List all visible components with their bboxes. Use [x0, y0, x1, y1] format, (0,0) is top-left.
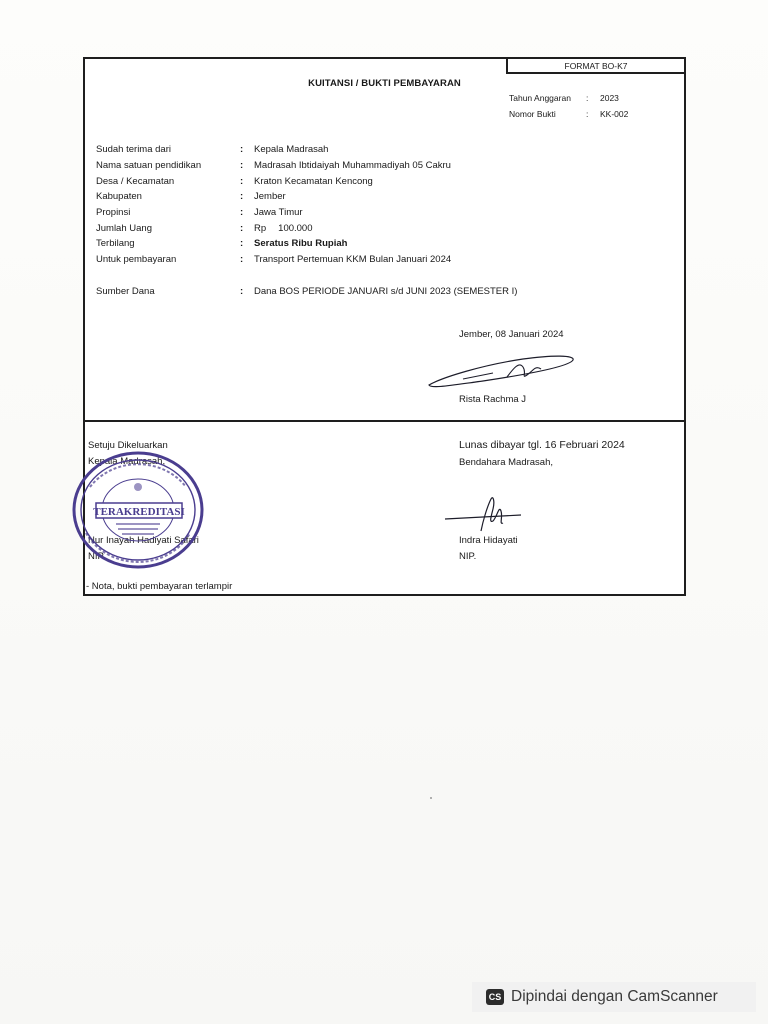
camscanner-watermark: [472, 982, 756, 1012]
receiver-signature: [423, 347, 583, 395]
field-row-source: Sumber Dana : Dana BOS PERIODE JANUARI s/d JUNI 2023 (SEMESTER I): [96, 285, 518, 297]
field-row: Nama satuan pendidikan : Madrasah Ibtidaiyah Muhammadiyah 05 Cakru: [96, 160, 451, 172]
approval-label: Setuju Dikeluarkan: [88, 440, 168, 451]
amount-value: 100.000: [278, 222, 313, 234]
field-value: Jember: [254, 191, 286, 203]
field-row: Propinsi : Jawa Timur: [96, 207, 303, 219]
field-label: Desa / Kecamatan: [96, 175, 175, 187]
principal-nip: NIP.: [88, 551, 106, 562]
proof-number-label: Nomor Bukti: [509, 109, 556, 119]
field-row: Sudah terima dari : Kepala Madrasah: [96, 144, 329, 156]
camscanner-logo-icon: CS: [486, 989, 504, 1005]
stamp-center-text: TERAKREDITASI: [93, 506, 185, 518]
treasurer-signature: [443, 491, 533, 539]
field-row-amount: Jumlah Uang : Rp 100.000: [96, 222, 313, 234]
format-code-box: [506, 57, 686, 74]
proof-number-value: KK-002: [600, 109, 629, 119]
receiver-place-date: Jember, 08 Januari 2024: [459, 329, 564, 340]
principal-name: Nur Inayah Hadiyati Safari: [88, 535, 199, 546]
field-value: Jawa Timur: [254, 207, 303, 219]
field-row: Terbilang : Seratus Ribu Rupiah: [96, 238, 348, 250]
field-label: Kabupaten: [96, 191, 142, 203]
field-value: Madrasah Ibtidaiyah Muhammadiyah 05 Cakru: [254, 160, 451, 172]
madrasah-stamp: [70, 449, 206, 571]
attachment-note: - Nota, bukti pembayaran terlampir: [86, 581, 233, 592]
paid-date: Lunas dibayar tgl. 16 Februari 2024: [459, 439, 625, 451]
field-label: Terbilang: [96, 238, 135, 250]
field-label: Nama satuan pendidikan: [96, 160, 202, 172]
treasurer-role: Bendahara Madrasah,: [459, 457, 554, 468]
treasurer-name: Indra Hidayati: [459, 535, 518, 546]
field-label: Sumber Dana: [96, 285, 155, 297]
field-row: Desa / Kecamatan : Kraton Kecamatan Kencong: [96, 175, 373, 187]
amount-in-words: Seratus Ribu Rupiah: [254, 238, 348, 250]
treasurer-nip: NIP.: [459, 551, 477, 562]
field-value: Kepala Madrasah: [254, 144, 329, 156]
field-row: Kabupaten : Jember: [96, 191, 286, 203]
field-row: Untuk pembayaran : Transport Pertemuan KKM Bulan Januari 2024: [96, 254, 452, 266]
camscanner-text: Dipindai dengan CamScanner: [511, 988, 718, 1005]
section-divider: [85, 420, 684, 422]
currency-label: Rp: [254, 222, 267, 234]
field-label: Untuk pembayaran: [96, 254, 177, 266]
receipt-fields: [96, 142, 517, 299]
budget-year-label: Tahun Anggaran: [509, 93, 571, 103]
field-value: Dana BOS PERIODE JANUARI s/d JUNI 2023 (SEMESTER I): [254, 285, 518, 297]
field-label: Sudah terima dari: [96, 144, 171, 156]
budget-year-row: Tahun Anggaran : 2023: [509, 93, 619, 103]
receiver-name: Rista Rachma J: [459, 394, 527, 405]
principal-role: Kepala Madrasah,: [88, 456, 166, 467]
field-label: Jumlah Uang: [96, 222, 152, 234]
format-code: FORMAT BO-K7: [564, 60, 628, 71]
scan-speck: [430, 797, 432, 799]
field-label: Propinsi: [96, 207, 131, 219]
field-value: Transport Pertemuan KKM Bulan Januari 2024: [254, 254, 452, 266]
proof-number-row: Nomor Bukti : KK-002: [509, 109, 629, 119]
document-title: KUITANSI / BUKTI PEMBAYARAN: [308, 78, 461, 89]
budget-year-value: 2023: [600, 93, 619, 103]
field-value: Kraton Kecamatan Kencong: [254, 175, 373, 187]
receipt-form: [83, 57, 686, 596]
